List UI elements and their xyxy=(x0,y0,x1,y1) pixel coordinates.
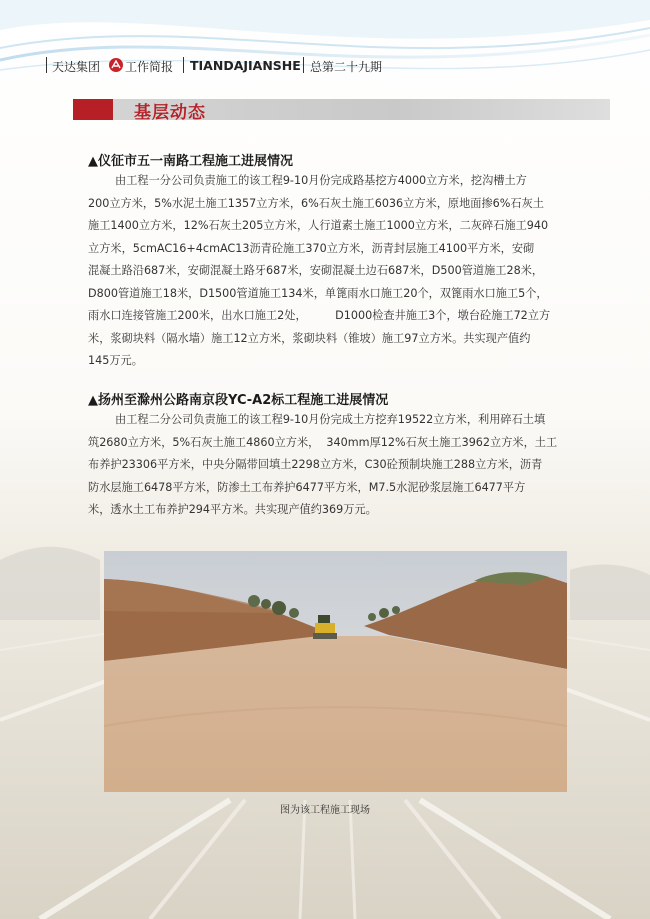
body-line: 145万元。 xyxy=(88,354,143,367)
header-divider xyxy=(183,57,184,73)
article-body xyxy=(88,170,606,373)
body-line: 米，浆砌块料（隔水墙）施工12立方米，浆砌块料（锥坡）施工97立方米。共实现产值约 xyxy=(88,331,531,345)
body-line: 筑2680立方米，5%石灰土施工4860立方米， 340mm厚12%石灰土施工3962立方米，土工 xyxy=(88,435,558,449)
body-line: 雨水口连接管施工200米，出水口施工2处， D1000检查井施工3个，墩台砼施工72立方 xyxy=(88,309,551,322)
article-title: ▲扬州至滁州公路南京段YC-A2标工程施工进展情况 xyxy=(88,393,389,408)
section-marker xyxy=(73,99,113,120)
header-divider xyxy=(46,57,47,73)
brand-name: TIANDAJIANSHE xyxy=(190,58,301,73)
issue-number: 总第二十九期 xyxy=(310,60,383,74)
body-line: 立方米，5cmAC16+4cmAC13沥青砼施工370立方米，沥青封层施工4100平方米，安砌 xyxy=(88,241,535,255)
page-header xyxy=(0,52,650,82)
article-body xyxy=(88,409,606,522)
photo-caption: 图为该工程施工现场 xyxy=(280,805,370,816)
body-line: 混凝土路沿687米，安砌混凝土路牙687米，安砌混凝土边石687米，D500管道施工28米， xyxy=(88,264,544,277)
body-line: 防水层施工6478平方米，防渗土工布养护6477平方米，M7.5水泥砂浆层施工6477平方 xyxy=(88,480,526,494)
brief-label: 工作简报 xyxy=(125,60,174,74)
body-line: 由工程一分公司负责施工的该工程9-10月份完成路基挖方4000立方米，挖沟槽土方 xyxy=(115,174,527,187)
body-line: 施工1400立方米，12%石灰土205立方米，人行道素土施工1000立方米，二灰碎石施工940 xyxy=(88,219,549,232)
company-logo-icon xyxy=(109,58,123,72)
article-title: ▲仪征市五一南路工程施工进展情况 xyxy=(88,154,293,169)
section-title: 基层动态 xyxy=(134,103,206,123)
body-line: 米，透水土工布养护294平方米。共实现产值约369万元。 xyxy=(88,503,377,516)
body-line: 由工程二分公司负责施工的该工程9-10月份完成土方挖弃19522立方米，利用碎石土填 xyxy=(115,413,546,426)
body-line: 布养护23306平方米，中央分隔带回填土2298立方米，C30砼预制块施工288立方米，沥青 xyxy=(88,458,543,471)
body-line: 200立方米，5%水泥土施工1357立方米，6%石灰土施工6036立方米，原地面掺6%石灰土 xyxy=(88,196,544,210)
construction-site-photo xyxy=(104,551,567,792)
body-line: D800管道施工18米，D1500管道施工134米，单篦雨水口施工20个，双篦雨水口施工5个， xyxy=(88,286,548,300)
company-name: 天达集团 xyxy=(52,60,101,74)
header-divider xyxy=(303,57,304,73)
